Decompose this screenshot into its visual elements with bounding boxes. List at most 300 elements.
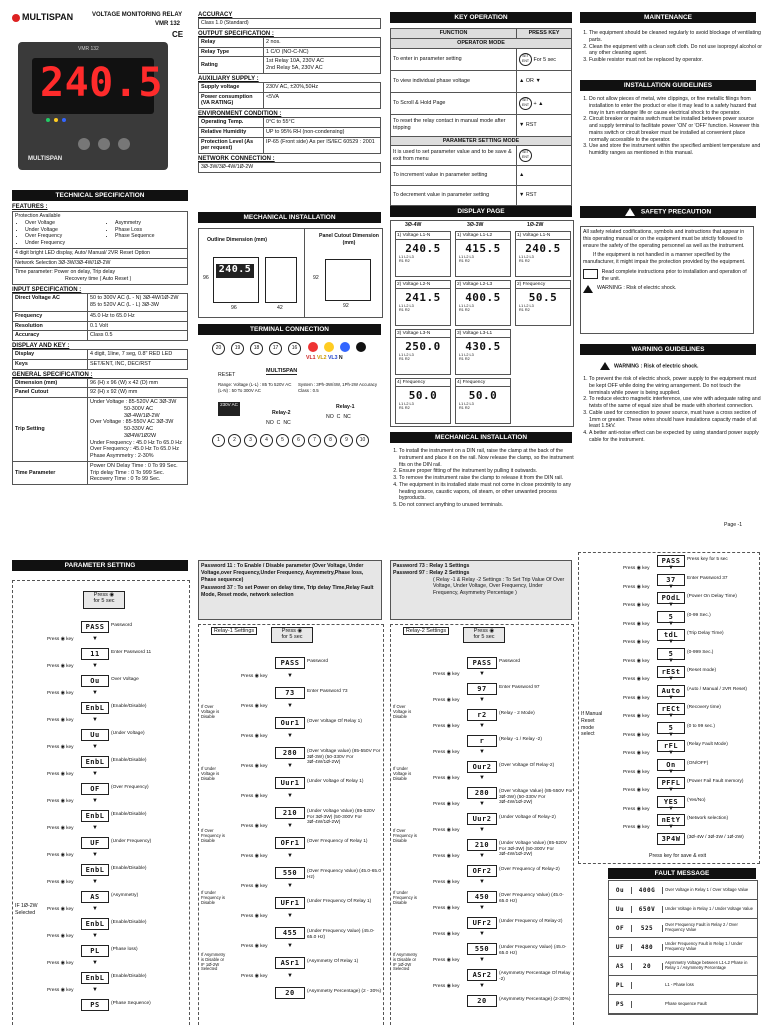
output-spec-table: Relay 2 nos. Relay Type 1 C/O (NO-C-NC) Rating 1st Relay 10A, 230V AC 2nd Relay 5A, 230V AC xyxy=(198,37,381,74)
protection-list-right: • Asymmetry • Phase Loss • Phase Sequence xyxy=(105,220,155,247)
flow-display-box: OFr1 xyxy=(275,837,305,849)
flow-display-box: PASS xyxy=(467,657,497,669)
display-page-value: 240.5 xyxy=(525,242,561,255)
down-arrow-icon: ▼ xyxy=(92,716,98,723)
display-page-card xyxy=(515,231,571,277)
flow-step-desc: Password xyxy=(499,659,521,664)
press-key-label: Press ◉ key xyxy=(433,776,460,781)
fault-value: 20 xyxy=(632,963,663,970)
led-labels: L1 L2 L3 xyxy=(519,255,534,259)
manual-note: If Manual Reset mode select xyxy=(581,711,603,738)
display-page-value: 50.0 xyxy=(468,389,498,402)
relay1-flow: Relay-1 Settings Press ◉ for 5 sec PASS Password Press ◉ key ▼ 73 Enter Password 73 Press ◉ key ▼ Our1 (Over Voltage Of Relay 1) Press ◉ key ▼ 280 (Over Voltage value) (85-550V For 3Ø-3W) (50-330V For 3Ø-4W/1Ø-2W) Press ◉ key ▼ Uur1 (Under Voltage of Relay 1) Press ◉ key ▼ 210 (Under Voltage Value) (85-520V For 3Ø-3W) (50-300V For 3Ø-4W/1Ø-2W) Press ◉ key ▼ OFr1 (Over Frequency of Relay 1) Press ◉ key ▼ 550 (Over Frequency Value) (45.0-65.0 Hz) Press ◉ key ▼ UFr1 (Under Frequency Of Relay 1) Press ◉ key ▼ 455 (Under Frequency Value) (45.0-65.0 Hz) Press ◉ key ▼ ASr1 (Asymmetry Of Relay 1) Press ◉ key ▼ 20 (Asymmetry Percentage) (2 - 30%) If Over Voltage is Disable If Under Voltage is Disable If Over Frequency is Disable If Under Frequency is Disable If Asymmetry is Disable or IF 1Ø-2W Selected xyxy=(198,624,384,1025)
down-arrow-icon: ▼ xyxy=(668,805,674,812)
flow-step-desc: (0-999 Sec.) xyxy=(687,649,714,655)
safety-body: All safety related codifications, symbols and instructions that appear in this operating manual or on the equipment must be strictly followed to ensure the safety of the operating personnel as well as the instrument. If the equipment is not handled in a manner specified by the manufacturer, it might impair the protection provided by the equipment. Read complete instructions prior to installation and operation of the unit. WARNING : Risk of electric shock. xyxy=(580,226,754,334)
press-key-label: Press ◉ key xyxy=(241,854,268,859)
display-page-title: 2) Voltage L2-N xyxy=(396,281,450,289)
press-key-label: Press ◉ key xyxy=(47,771,74,777)
flow-step-desc: (Reset mode) xyxy=(687,668,717,673)
maintenance-header: MAINTENANCE xyxy=(580,12,756,23)
phase-labels: VL1 VL2 VL3 N xyxy=(306,355,343,361)
relay2-flow: Relay-2 Settings Press ◉ for 5 sec PASS Password Press ◉ key ▼ 97 Enter Password 97 Press ◉ key ▼ r2 (Relay - 2 Mode) Press ◉ key ▼ r (Relay -1 / Relay -2) Press ◉ key ▼ Our2 (Over Voltage Of Relay-2) Press ◉ key ▼ 280 (Over Voltage Value) (85-550V For 3Ø-3W) (50-330V For 3Ø-4W/1Ø-2W) Press ◉ key ▼ Uur2 (Under Voltage of Relay-2) Press ◉ key ▼ 210 (Under Voltage Value) (85-520V For 3Ø-3W) (50-300V For 3Ø-4W/1Ø-2W) Press ◉ key ▼ OFr2 (Over Frequency of Relay-2) Press ◉ key ▼ 450 (Over Frequency Value) (45.0-65.0 Hz) Press ◉ key ▼ UFr2 (Under Frequency of Relay-2) Press ◉ key ▼ 550 (Under Frequency Value) (45.0-65.0 Hz) Press ◉ key ▼ ASr2 (Asymmetry Percentage Of Relay -2) Press ◉ key ▼ 20 (Asymmetry Percentage) (2-30%) If Over Voltage is Disable If Under Voltage is Disable If Over Frequency is Disable If Under Frequency is Disable If Asymmetry is Disable or IF 1Ø-2W Selected xyxy=(390,624,574,1025)
down-arrow-icon: ▼ xyxy=(92,743,98,750)
display-page-header: DISPLAY PAGE xyxy=(390,206,572,217)
down-arrow-icon: ▼ xyxy=(287,793,293,799)
dim-96-height: 96 xyxy=(203,275,209,281)
relay-labels: R1 R2 xyxy=(459,308,470,312)
flow-step-desc: (0-99 Sec.) xyxy=(687,612,711,618)
flow-display-box: 11 xyxy=(81,648,109,660)
flow-display-box: UFr1 xyxy=(275,897,305,909)
press-key-label: Press ◉ key xyxy=(47,798,74,804)
display-page-value: 50.0 xyxy=(408,389,438,402)
set-ent-key-icon: SET ENT xyxy=(519,149,532,162)
input-spec-title: INPUT SPECIFICATION : xyxy=(12,286,82,293)
display-col-2w xyxy=(515,231,571,329)
col2-specs xyxy=(198,12,381,173)
press-key-label: Press ◉ key xyxy=(433,802,460,807)
install-guide-list: 1. Do not allow pieces of metal, wire clippings, or fine metallic filings from installation to enter the product or else it may lead to a safety hazard that may in turn endanger life or cause electrical shock to the operator. 2. Circuit breaker or mains switch must be installed between power source and supply terminal to facilitate power 'ON' or 'OFF' function. However this mains switch or circuit breaker must be installed at convenient place normally accessible to the operator. 3. Use and store the instrument within the specified ambient temperature and humidity ranges as mentioned in this manual. xyxy=(580,96,763,157)
flow-display-box: rESt xyxy=(657,666,685,678)
press-key-label: Press ◉ key xyxy=(433,854,460,859)
press-key-label: Press ◉ key xyxy=(623,658,650,664)
flow-step-desc: (Enable/Disable) xyxy=(111,758,147,763)
press-key-label: Press ◉ key xyxy=(47,744,74,750)
feature-line-display: 4 digit bright LED display, Auto/ Manual/ 2VR Reset Option xyxy=(12,249,188,259)
press-key-label: Press ◉ key xyxy=(241,674,268,679)
display-key-title: DISPLAY AND KEY : xyxy=(12,343,70,349)
fault-value: 480 xyxy=(632,944,663,951)
down-arrow-icon: ▼ xyxy=(668,750,674,757)
up-arrow-icon: ▲ xyxy=(538,100,544,107)
disable-note: If Under Voltage is Disable xyxy=(393,766,412,781)
flow-step-desc: (3Ø-4W / 3Ø-3W / 1Ø-2W) xyxy=(687,834,744,840)
down-arrow-icon: ▼ xyxy=(668,565,674,572)
flow-step-desc: (Under Voltage Value) (85-520V For 3Ø-3W) (50-300V For 3Ø-4W/1Ø-2W) xyxy=(499,841,567,858)
relay-labels: R1 R2 xyxy=(399,259,410,263)
press-key-label: Press ◉ key xyxy=(433,750,460,755)
page-number: Page -1 xyxy=(724,522,743,528)
protection-title: Protection Available xyxy=(15,213,61,219)
display-page-value: 241.5 xyxy=(405,291,441,304)
flow-step-desc: (Power Fail Fault memory) xyxy=(687,779,744,784)
press-key-label: Press ◉ key xyxy=(241,794,268,799)
flow-display-box: 5 xyxy=(657,648,685,660)
press-key-label: Press ◉ key xyxy=(433,828,460,833)
fault-code: UF xyxy=(609,944,632,951)
device-status-leds xyxy=(46,118,86,126)
param-setting-header: PARAMETER SETTING xyxy=(12,560,188,571)
down-arrow-icon: ▼ xyxy=(479,879,485,885)
press-key-label: Press ◉ key xyxy=(623,603,650,609)
mech-install-header-2: MECHANICAL INSTALLATION xyxy=(390,432,572,443)
down-arrow-icon: ▼ xyxy=(479,801,485,807)
flow-step-desc: (Under Voltage) xyxy=(111,731,145,736)
down-arrow-icon: ▼ xyxy=(92,959,98,966)
down-arrow-icon: ▼ xyxy=(668,713,674,720)
flow-step-desc: (Over Voltage Of Relay 1) xyxy=(307,719,362,724)
device-key-set[interactable] xyxy=(78,138,90,150)
device-image xyxy=(18,42,168,170)
flow-step-desc: (Auto / Manual / 2VR Reset) xyxy=(687,686,747,692)
press-key-label: Press ◉ key xyxy=(623,566,650,572)
display-page-title: 3) Voltage L3-N xyxy=(396,330,450,338)
device-reading: 240.5 xyxy=(40,60,163,106)
network-value: 3Ø-3W/3Ø-4W/1Ø-2W xyxy=(198,162,381,173)
down-arrow-icon: ▼ xyxy=(287,943,293,949)
dim-92-width: 92 xyxy=(343,303,349,309)
flow-step-desc: (Enable/Disable) xyxy=(111,920,147,925)
fault-header: FAULT MESSAGE xyxy=(608,868,756,879)
down-arrow-icon: ▼ xyxy=(92,878,98,885)
flow-display-box: rFL xyxy=(657,740,685,752)
press-key-label: Press ◉ key xyxy=(433,672,460,677)
display-page-card xyxy=(515,280,571,326)
set-ent-key-icon: ◉ xyxy=(109,592,115,598)
display-page-value: 415.5 xyxy=(465,242,501,255)
env-title: ENVIRONMENT CONDITION : xyxy=(198,111,282,117)
flow-display-box: UFr2 xyxy=(467,917,497,929)
down-arrow-icon: ▼ xyxy=(92,932,98,939)
flow-step-desc: (ON/OFF) xyxy=(687,760,709,766)
flow-display-box: Our2 xyxy=(467,761,497,773)
flow-display-box: ASr1 xyxy=(275,957,305,969)
safety-header: SAFETY PRECAUTION xyxy=(580,206,756,218)
outline-front-view xyxy=(213,257,259,303)
down-arrow-icon: ▼ xyxy=(287,823,293,829)
press-key-label: Press ◉ key xyxy=(47,825,74,831)
fault-desc: Under Voltage in Relay 1 / Under Voltage Value xyxy=(665,905,753,911)
flow-display-box: YES xyxy=(657,796,685,808)
down-arrow-icon: ▼ xyxy=(287,673,293,679)
set-ent-key-icon: ◉ xyxy=(489,628,495,634)
down-arrow-icon: ▼ xyxy=(92,770,98,777)
flow-display-box: 37 xyxy=(657,574,685,586)
flow-step-desc: (Phase Sequence) xyxy=(111,1001,151,1006)
flow-step-desc: (Over Frequency Value) (45.0-65.0 Hz) xyxy=(307,869,382,880)
down-arrow-icon: ▼ xyxy=(668,768,674,775)
flow-step-desc: (Under Voltage of Relay 1) xyxy=(307,779,364,784)
flow-display-box: ASr2 xyxy=(467,969,497,981)
press-key-label: Press ◉ key xyxy=(433,906,460,911)
display-page-title: 3) Voltage L3-L1 xyxy=(456,330,510,338)
press-key-label: Press ◉ key xyxy=(623,751,650,757)
down-arrow-icon: ▼ xyxy=(287,763,293,769)
mech-install-header: MECHANICAL INSTALLATION xyxy=(198,212,381,223)
press-key-label: Press ◉ key xyxy=(241,824,268,829)
flow-display-box: OF xyxy=(81,783,109,795)
led-labels: L1 L2 L3 xyxy=(459,402,474,406)
press-key-label: Press ◉ key xyxy=(47,933,74,939)
flow-display-box: Uur1 xyxy=(275,777,305,789)
down-arrow-icon: ▼ xyxy=(479,697,485,703)
setting37-flow xyxy=(578,552,760,864)
warning-guide-list: 1. To prevent the risk of electric shock, power supply to the equipment must be kept OFF while doing the wiring arrangement. Do not touch the terminals while power is being supplied. 2. To reduce electro magnetic interference, use wire with adequate rating and twists of the same of equal size shall be made with shortest connection. 3. Cable used for connection to power source, must have a cross section of 1mm or greater. These wires should have insulations capacity made of at least 1.5kV. 4. A better anti-noise effect can be expected by using standard power supply cable for the instrument. xyxy=(580,376,763,444)
flow-step-desc: (Under Voltage of Relay-2) xyxy=(499,815,556,820)
down-arrow-icon: ▼ xyxy=(92,905,98,912)
device-key-dec[interactable] xyxy=(118,138,130,150)
press-key-label: Press ◉ key xyxy=(623,640,650,646)
down-arrow-icon: ▼ xyxy=(668,602,674,609)
display-page-title: 4) Frequency xyxy=(396,379,450,387)
flow-step-desc: (Under Voltage Value) (85-520V For 3Ø-3W) (50-300V For 3Ø-4W/1Ø-2W) xyxy=(307,809,375,826)
press-key-label: Press ◉ key xyxy=(433,984,460,989)
flow-step-desc: (Over Frequency Value) (45.0-65.0 Hz) xyxy=(499,893,564,904)
display-page-grid: 3Ø-4W 3Ø-3W 1Ø-2W 1) Voltage L1-N 240.5 L1 L2 L3 R1 R2 2) Voltage L2-N 241.5 L1 L2 L3 R1 R2 3) Voltage L3-N 250.0 L1 L2 L3 R1 R2 4) Frequency 50.0 L1 L2 L3 R1 R2 1) Voltage L1-L2 415.5 L1 L2 L3 R1 R2 2) Voltage L2-L3 400.5 L1 L2 L3 R1 R2 3) Voltage L3-L1 430.5 L1 L2 L3 R1 R2 4) Frequency 50.0 L1 L2 L3 R1 R2 1) Voltage L1-N 240.5 L1 L2 L3 R1 R2 2) Frequency 50.5 L1 L2 L3 R1 R2 xyxy=(390,220,574,427)
warning-triangle-icon xyxy=(600,362,610,370)
display-col-4w xyxy=(395,231,451,427)
press-key-label: Press ◉ key xyxy=(47,690,74,696)
flow-display-box: PS xyxy=(81,999,109,1011)
flow-step-desc: (Over Voltage value) (85-550V For 3Ø-3W) (50-330V For 3Ø-4W/1Ø-2W) xyxy=(307,749,381,766)
system-text: System : 3Ph-3W/4W, 1Ph-2W Accuracy Class : 0.5 xyxy=(298,382,378,393)
flow-display-box: Uur2 xyxy=(467,813,497,825)
relay1-tag: Relay-1 Settings xyxy=(211,627,257,635)
brand-name: MULTISPAN xyxy=(22,12,74,22)
fault-desc: Asymmetry Voltage between L1-L2 Phase in Relay 1 / Asymmetry Percentage xyxy=(665,960,748,970)
fault-value: 400G xyxy=(632,887,663,894)
down-arrow-icon: ▼ xyxy=(668,731,674,738)
logo-mark-icon xyxy=(12,14,20,22)
down-arrow-icon: ▼ xyxy=(287,733,293,739)
flow-display-box: PASS xyxy=(81,621,109,633)
fault-code: Ou xyxy=(609,887,632,894)
aux-supply-badge: 230V AC xyxy=(218,402,240,416)
relay-labels: R1 R2 xyxy=(459,259,470,263)
down-arrow-icon: ▼ xyxy=(519,192,525,199)
led-labels: L1 L2 L3 xyxy=(459,304,474,308)
flow-step-desc: Over Voltage xyxy=(111,677,139,682)
display-page-title: 4) Frequency xyxy=(456,379,510,387)
display-page-card xyxy=(455,280,511,326)
flow-display-box: EnbL xyxy=(81,810,109,822)
down-arrow-icon: ▼ xyxy=(287,703,293,709)
display-page-title: 2) Voltage L2-L3 xyxy=(456,281,510,289)
aux-supply-table: Supply voltage 230V AC, ±20%,50Hz Power consumption (VA RATING) <5VA xyxy=(198,82,381,109)
general-spec-title: GENERAL SPECIFICATION : xyxy=(12,371,93,378)
display-page-card xyxy=(395,329,451,375)
device-brand-label: MULTISPAN xyxy=(28,156,63,162)
press-key-label: Press ◉ key xyxy=(241,974,268,979)
flow-step-desc: (Under Frequency Value) (45.0-65.0 Hz) xyxy=(499,945,567,956)
press-key-label: Press ◉ key xyxy=(47,852,74,858)
relay-labels: R1 R2 xyxy=(459,406,470,410)
flow-display-box: 73 xyxy=(275,687,305,699)
down-arrow-icon: ▼ xyxy=(479,905,485,911)
flow-step-desc: (Under Frequency of Relay-2) xyxy=(499,919,563,924)
down-arrow-icon: ▼ xyxy=(479,723,485,729)
flow-step-desc: (Over Voltage Value) (85-550V For 3Ø-3W) (50-330V For 3Ø-4W/1Ø-2W) xyxy=(499,789,573,806)
param-side-note: IF 1Ø-2W Selected xyxy=(15,903,38,916)
dim-96-width: 96 xyxy=(231,305,237,311)
display-page-value: 250.0 xyxy=(405,340,441,353)
disable-note: If Under Voltage is Disable xyxy=(201,766,220,781)
down-arrow-icon: ▼ xyxy=(479,853,485,859)
flow-display-box: POdL xyxy=(657,592,685,604)
flow-step-desc: (Asymmetry Percentage) (2-30%) xyxy=(499,997,571,1002)
protection-list-left: • Over Voltage • Under Voltage • Over Frequency • Under Frequency xyxy=(15,220,105,247)
down-arrow-icon: ▼ xyxy=(668,787,674,794)
flow-step-desc: Press key for 5 sec xyxy=(687,557,728,562)
flow-display-box: 5 xyxy=(657,722,685,734)
disable-note: If Over Frequency is Disable xyxy=(393,828,417,843)
flow-step-desc: Password xyxy=(307,659,329,664)
flow-step-desc: (Under Frequency Value) (45.0-65.0 Hz) xyxy=(307,929,375,940)
disable-note: If Under Frequency is Disable xyxy=(201,890,225,905)
fault-row xyxy=(609,881,757,900)
device-model-label: VMR 132 xyxy=(78,46,99,52)
down-arrow-icon: ▼ xyxy=(92,635,98,642)
flow-step-desc: (Relay -1 / Relay -2) xyxy=(499,737,542,742)
press-key-label: Press ◉ key xyxy=(433,724,460,729)
network-title: NETWORK CONNECTION : xyxy=(198,156,275,162)
press-key-label: Press ◉ key xyxy=(241,704,268,709)
input-spec-table: Direct Voltage AC 50 to 300V AC (L - N) 3Ø-4W/1Ø-2W 85 to 520V AC (L - L) 3Ø-3W Frequency 45.0 Hz to 65.0 Hz Resolution 0.1 Volt Accuracy Class 0.5 xyxy=(12,293,188,341)
flow-step-desc: (Over Voltage Of Relay-2) xyxy=(499,763,555,768)
fault-row xyxy=(609,900,757,919)
display-page-value: 400.5 xyxy=(465,291,501,304)
flow-display-box: 5 xyxy=(657,611,685,623)
display-key-table: Display 4 digit, 1line, 7 seg, 0.8" RED LED Keys SET/ENT, INC, DEC/RST xyxy=(12,349,188,370)
flow-display-box: OFr2 xyxy=(467,865,497,877)
led-labels: L1 L2 L3 xyxy=(399,353,414,357)
led-labels: L1 L2 L3 xyxy=(459,255,474,259)
flow-step-desc: (Asymmetry) xyxy=(111,893,139,898)
relay-labels: R1 R2 xyxy=(519,259,530,263)
press-key-label: Press ◉ key xyxy=(47,717,74,723)
down-arrow-icon: ▼ xyxy=(479,827,485,833)
flow-display-box: 3P4W xyxy=(657,833,685,845)
flow-display-box: Auto xyxy=(657,685,685,697)
down-arrow-icon: ▼ xyxy=(92,797,98,804)
flow-display-box: 20 xyxy=(467,995,497,1007)
flow-step-desc: (Network selection) xyxy=(687,816,729,821)
fault-code: AS xyxy=(609,963,632,970)
flow-display-box: AS xyxy=(81,891,109,903)
fault-desc: L1 - Phase loss xyxy=(665,981,694,987)
flow-display-box: 97 xyxy=(467,683,497,695)
down-arrow-icon: ▼ xyxy=(92,689,98,696)
flow-display-box: 280 xyxy=(275,747,305,759)
flow-step-desc: (Yes/No) xyxy=(687,797,706,803)
fault-desc: Over Voltage in Relay 1 / Over Voltage Value xyxy=(665,886,749,892)
reset-label: RESET xyxy=(218,372,236,378)
down-arrow-icon: ▼ xyxy=(668,620,674,627)
flow-display-box: 210 xyxy=(467,839,497,851)
install-guide-header: INSTALLATION GUIDELINES xyxy=(580,80,756,91)
warning-guide-header: WARNING GUIDELINES xyxy=(580,344,756,355)
press-key-label: Press ◉ key xyxy=(623,732,650,738)
fault-code: Uu xyxy=(609,906,632,913)
fault-desc: Over Frequency Fault in Relay 2 / Over Frequency Value xyxy=(665,922,738,932)
disable-note: If Over Voltage is Disable xyxy=(393,704,412,719)
flow-step-desc: (Enable/Disable) xyxy=(111,866,147,871)
down-arrow-icon: ▼ xyxy=(287,853,293,859)
flow-step-desc: (Recovery time) xyxy=(687,705,721,710)
press-key-label: Press ◉ key xyxy=(47,960,74,966)
terminal-brand: MULTISPAN xyxy=(266,368,298,374)
flow-display-box: r2 xyxy=(467,709,497,721)
flow-display-box: On xyxy=(657,759,685,771)
flow-display-box: 550 xyxy=(275,867,305,879)
disable-note: If Under Frequency is Disable xyxy=(393,890,417,905)
fault-row xyxy=(609,938,757,957)
mech-drawing xyxy=(198,228,383,318)
set-ent-key-icon: ◉ xyxy=(297,628,303,634)
led-labels: L1 L2 L3 xyxy=(459,353,474,357)
maintenance-list: 1. The equipment should be cleaned regularly to avoid blockage of ventilating parts. 2. Clean the equipment with a clean soft cloth. Do not use isopropyl alcohol or any other cleaning agent. 3. Fusible resistor must not be replaced by operator. xyxy=(580,30,763,64)
down-arrow-icon: ▼ xyxy=(92,824,98,831)
press-key-label: Press ◉ key xyxy=(623,677,650,683)
param-setting-flow xyxy=(12,580,190,1025)
down-arrow-icon: ▼ xyxy=(287,913,293,919)
display-page-value: 50.5 xyxy=(528,291,558,304)
password-box-2: Password 73 : Relay 1 Settings Password 97 : Relay 2 Settings ( Relay -1 & Relay -2 Settings : To Set Trip Value Of Over Voltage, Under Voltage, Over Frequency, Under Frequency, Asymmetry Percentage ) xyxy=(390,560,572,620)
terminals-bottom: 1 2 3 4 5 6 7 8 9 10 xyxy=(212,434,369,447)
press-key-label: Press ◉ key xyxy=(623,584,650,590)
press-key-label: Press ◉ key xyxy=(623,621,650,627)
down-arrow-icon: ▼ xyxy=(479,983,485,989)
flow-display-box: 455 xyxy=(275,927,305,939)
feature-line-time: Time parameter: Power on delay, Trip delay Recovery time ( Auto Reset ) xyxy=(12,268,188,285)
fault-row xyxy=(609,957,757,976)
flow-display-box: 550 xyxy=(467,943,497,955)
press-key-label: Press ◉ key xyxy=(433,698,460,703)
device-key-inc[interactable] xyxy=(98,138,110,150)
save-exit-note: Press key for save & exit xyxy=(649,853,707,859)
aux-supply-title: AUXILIARY SUPPLY : xyxy=(198,75,259,82)
flow-step-desc: (Asymmetry Percentage Of Relay -2) xyxy=(499,971,571,982)
flow-step-desc: Enter Password 97 xyxy=(499,685,540,690)
relay-labels: R1 R2 xyxy=(399,406,410,410)
display-page-card xyxy=(395,378,451,424)
press-key-label: Press ◉ key xyxy=(623,769,650,775)
display-page-value: 240.5 xyxy=(405,242,441,255)
product-title: VOLTAGE MONITORING RELAY xyxy=(92,12,183,18)
flow-display-box: 450 xyxy=(467,891,497,903)
disable-note: If Asymmetry is Disable or IF 1Ø-2W Selected xyxy=(393,952,418,972)
down-arrow-icon: ▼ xyxy=(92,662,98,669)
down-arrow-icon: ▼ xyxy=(92,851,98,858)
flow-step-desc: (Enable/Disable) xyxy=(111,812,147,817)
flow-display-box: UF xyxy=(81,837,109,849)
flow-display-box: 20 xyxy=(275,987,305,999)
warning-triangle-icon xyxy=(625,208,635,216)
flow-display-box: EnbL xyxy=(81,864,109,876)
terminal-header: TERMINAL CONNECTION xyxy=(198,324,381,335)
press-key-label: Press ◉ key xyxy=(241,884,268,889)
fault-code: PS xyxy=(609,1001,632,1008)
led-labels: L1 L2 L3 xyxy=(399,402,414,406)
down-arrow-icon: ▼ xyxy=(287,883,293,889)
flow-display-box: r xyxy=(467,735,497,747)
read-manual-icon xyxy=(583,269,598,279)
cutout-view xyxy=(325,259,371,301)
accuracy-title: ACCURACY xyxy=(198,12,233,18)
flow-step-desc: (Trip Delay Time) xyxy=(687,631,724,636)
press-key-label: Press ◉ key xyxy=(623,825,650,831)
down-arrow-icon: ▼ xyxy=(92,986,98,993)
display-page-title: 2) Frequency xyxy=(516,281,570,289)
flow-display-box: EnbL xyxy=(81,918,109,930)
mech-install-list: 1. To install the instrument on a DIN rail, raise the clamp at the back of the instrument and place it on the rail. Now release the clamp, so the instrument fits on the DIN rail. 2. Ensure proper fitting of the instrument by pulling it outwards. 3. To remove the instrument raise the clamp to release it from the DIN rail. 4. The equipment in its installed state must not come in close proximity to any heating source, caustic vapors, oil steam, or other unwanted process byproducts. 5. Do not connect anything to unused terminals. xyxy=(390,448,579,509)
flow-step-desc: (Asymmetry Of Relay 1) xyxy=(307,959,359,964)
down-arrow-icon: ▼ xyxy=(479,671,485,677)
flow-step-desc: (Power On Delay Time) xyxy=(687,594,737,599)
device-led-display xyxy=(32,58,163,114)
flow-step-desc: (Enable/Disable) xyxy=(111,974,147,979)
